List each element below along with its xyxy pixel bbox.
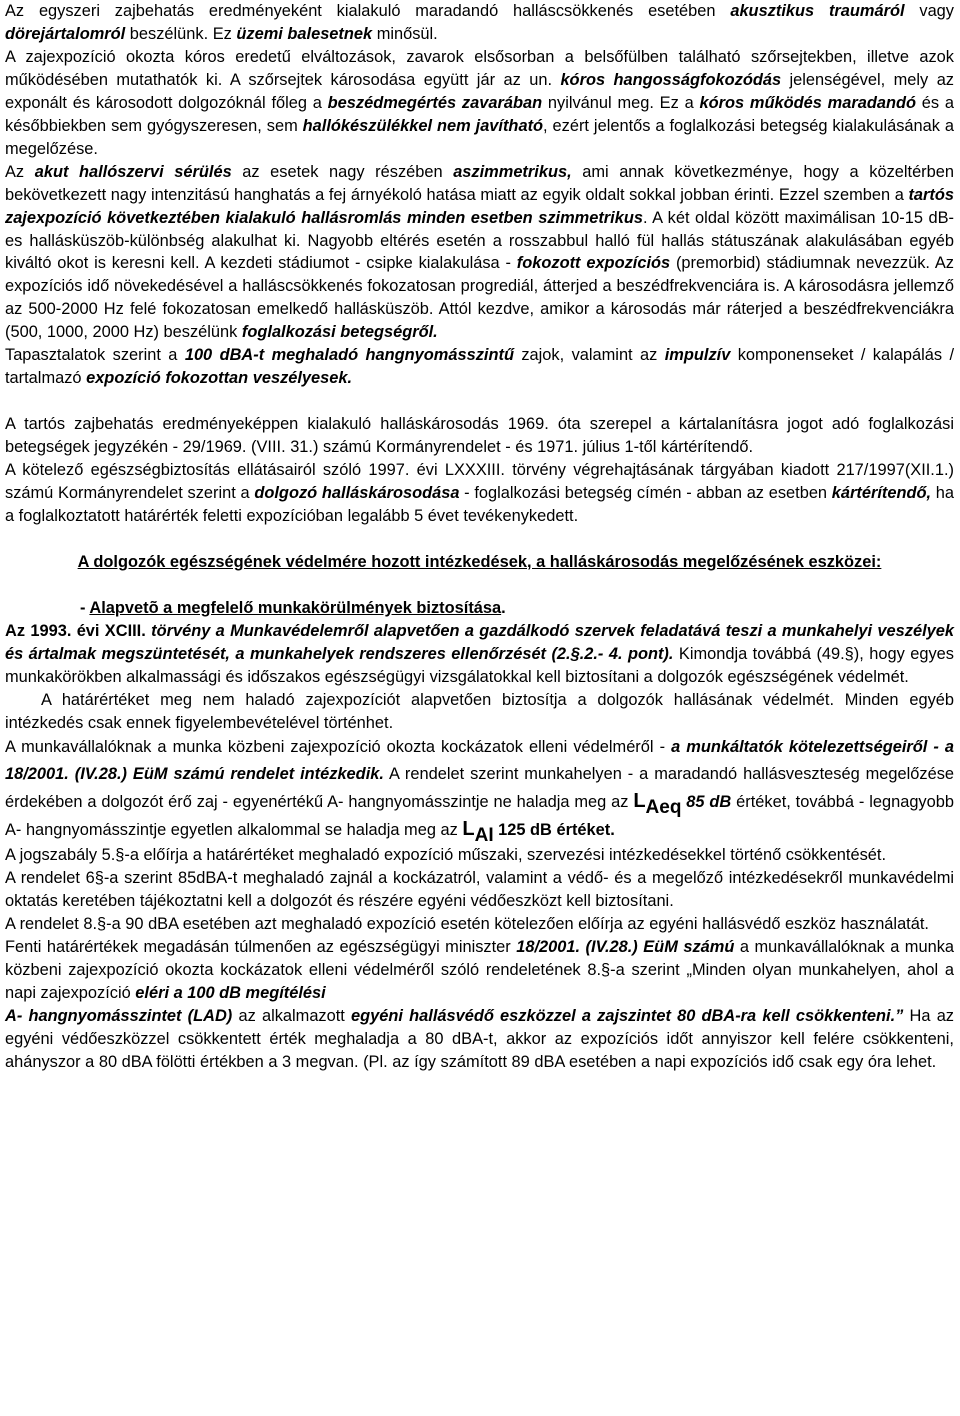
laeq-subscript: Aeq: [645, 797, 682, 819]
text-run: akut hallószervi sérülés: [34, 162, 232, 181]
text-run: az esetek nagy részében: [231, 162, 454, 181]
text-run: beszélünk. Ez: [125, 24, 237, 43]
text-run: beszédmegértés zavarában: [327, 93, 543, 112]
lai-symbol: L: [462, 818, 475, 841]
text-run: A rendelet 8.§-a 90 dBA esetében azt meghaladó expozíció esetén kötelezően előírja az egyéni hallásvédő eszköz használatát.: [5, 915, 929, 934]
paragraph-government-decree: [5, 459, 954, 528]
text-run: A rendelet szerint munkahelyen - a maradandó hallásveszteség megelőzése érdekében a dolgozót érő zaj - egyenértékű A- hangnyomásszintje ne haladja meg az: [5, 765, 955, 812]
text-run: Az 1993. évi XCIII.: [5, 621, 152, 640]
text-run: kóros működés maradandó: [699, 93, 916, 112]
text-run: kóros hangosságfokozódás: [560, 70, 782, 89]
text-run: . A két oldal között maximálisan 10-15 dB-es hallásküszöb-különbség alakulhat ki. Nagyobb eltérés esetén a rosszabbul halló fül hallás státuszának alakulásában egyéb kiváltó okot is keresni kell. A kezdeti stádiumot - csipke kialakulása -: [5, 208, 954, 273]
text-run: 100 dBA-t meghaladó hangnyomásszintű: [184, 346, 514, 365]
paragraph-section-6: [5, 867, 954, 913]
text-run: ami annak következménye, hogy a közeltérben bekövetkezett nagy intenzitású hanghatás a fej árnyékoló hatása miatt az egyik oldalt sokkal jobban érinti. Ezzel szemben a: [5, 162, 954, 204]
text-run: A határértéket meg nem haladó zajexpozíciót alapvetően biztosítja a dolgozók hallásának védelmét. Minden egyéb intézkedés csak ennek figyelembevételével történhet.: [5, 690, 954, 732]
text-run: komponenseket / kalapálás / tartalmazó: [5, 346, 954, 388]
text-run: 18/2001. (IV.28.) EüM számú: [516, 938, 735, 957]
paragraph-asymmetric-injury: [5, 161, 954, 345]
text-run: a munkáltatók kötelezettségeiről - a 18/2001. (IV.28.) EüM számú rendelet intézkedik.: [5, 738, 954, 784]
paragraph-1993-law: [5, 620, 954, 689]
text-run: A kötelező egészségbiztosítás ellátásairól szóló 1997. évi LXXXIII. törvény végrehajtásának tárgyában kiadott 217/1997(XII.1.) számú Kormányrendelet szerint a: [5, 461, 954, 502]
lai-value: 125 dB értéket.: [493, 821, 615, 840]
text-run: tartós zajexpozíció következtében kialakuló hallásromlás minden esetben szimmetrikus: [5, 185, 954, 227]
text-run: dörejártalomról: [5, 24, 126, 43]
section-heading: A dolgozók egészségének védelmére hozott intézkedések, a halláskárosodás megelőzésének eszközei:: [77, 552, 882, 571]
paragraph-limit-values-beyond: [5, 936, 954, 1005]
text-run: A jogszabály 5.§-a előírja a határértéket meghaladó expozíció műszaki, szervezési intézkedésekkel történő csökkentését.: [5, 846, 887, 865]
text-run: kártérítendő,: [831, 484, 932, 502]
text-run: nyilvánul meg. Ez a: [542, 93, 700, 112]
text-run: A zajexpozíció okozta kóros eredetű elváltozások, zavarok elsősorban a belsőfülben található szőrsejtekben, illetve azok működésében mutathatók ki. A szőrsejtek károsodása együtt jár az un.: [5, 47, 954, 89]
subheading-dot: .: [501, 598, 506, 617]
text-run: zajok, valamint az: [513, 346, 665, 365]
text-run: impulzív: [664, 346, 731, 365]
text-run: A munkavállalóknak a munka közbeni zajexpozíció okozta kockázatok elleni védelméről -: [5, 738, 672, 757]
text-run: (premorbid) stádiumnak nevezzük. Az expozíciós idő növekedésével a halláscsökkenés fokozatosan progrediál, átterjed a beszédfrekvenciára is. A károsodásra jellemző az 500-2000 Hz felé fokozatosan emelkedő hallásküszöb. Attól kezdve, amikor a károsodás már ráterjed a beszédfrekvenciákra (500, 1000, 2000 Hz) beszélünk: [5, 254, 954, 342]
spacer: [5, 528, 954, 551]
text-run: Ha az egyéni védőeszközzel csökkentett érték meghaladja a 80 dBA-t, akkor az expozíciós időt annyiszor kell felére csökkenteni, ahányszor a 80 dBA fölötti értékben a 3 megvan. (Pl. az így számított 89 dBA esetében a napi expozíciós idő csak egy óra lehet.: [5, 1007, 955, 1072]
text-run: üzemi balesetnek: [236, 24, 373, 43]
laeq-symbol: L: [633, 790, 646, 813]
text-run: foglalkozási betegségről.: [241, 323, 438, 342]
text-run: eléri a 100 dB megítélési: [135, 984, 326, 1003]
paragraph-compensation-1969: [5, 413, 954, 459]
subheading-dash: -: [80, 598, 90, 617]
text-run: fokozott expozíciós: [516, 254, 671, 273]
subheading-label: Alapvetõ a megfelelő munkakörülmények biztosítása: [89, 598, 502, 617]
text-run: az alkalmazott: [232, 1007, 352, 1026]
text-run: , ezért jelentős a foglalkozási betegség kialakulásának a megelőzése.: [5, 116, 954, 158]
paragraph-eum-decree: [5, 734, 955, 847]
text-run: A- hangnyomásszintet (LAD): [5, 1007, 233, 1026]
laeq-value: 85 dB: [681, 793, 732, 812]
text-run: egyéni hallásvédő eszközzel a zajszintet 80 dBA-ra kell csökkenteni.”: [351, 1007, 904, 1026]
text-run: ha a foglalkoztatott határérték feletti expozícióban legalább 5 évet tevékenykedett.: [5, 484, 954, 525]
paragraph-acoustic-trauma: [5, 0, 954, 46]
spacer: [5, 390, 954, 413]
text-run: vagy: [904, 2, 954, 20]
paragraph-lad-hearing-protection: [5, 1005, 954, 1074]
text-run: A rendelet 6§-a szerint 85dBA-t meghaladó zajnál a kockázatról, valamint a védő- és a megelőző intézkedésekről munkavédelmi oktatás keretében tájékoztatni kell a dolgozót és részére egyéni védőeszközt kell biztosítani.: [5, 869, 954, 911]
text-run: aszimmetrikus,: [453, 162, 572, 181]
paragraph-impulsive-noise: [5, 344, 954, 390]
text-run: Az egyszeri zajbehatás eredményeként kialakuló maradandó halláscsökkenés esetében: [5, 2, 731, 20]
text-run: és a későbbiekben sem gyógyszeresen, sem: [5, 93, 954, 135]
paragraph-section-5: [5, 844, 954, 867]
limit-line-middle: értéket, továbbá - legnagyobb A- hangnyomásszintje egyetlen alkalommal se haladja meg az: [5, 793, 954, 840]
text-run: Az: [5, 162, 35, 181]
paragraph-limit-value: [5, 689, 954, 735]
text-run: Fenti határértékek megadásán túlmenően az egészségügyi miniszter: [5, 938, 517, 957]
text-run: akusztikus traumáról: [730, 2, 905, 20]
text-run: expozíció fokozottan veszélyesek.: [86, 369, 353, 388]
text-run: Tapasztalatok szerint a: [5, 346, 185, 365]
text-run: törvény a Munkavédelemről alapvetően a gazdálkodó szervek feladatává teszi a munkahelyi veszélyek és ártalmak megszüntetését, a munkahelyek rendszeres ellenőrzését (2.§.2.- 4. pont).: [5, 621, 954, 663]
text-run: a munkavállalóknak a munka közbeni zajexpozíció okozta kockázatok elleni védelméről szóló rendeletének 8.§-a szerint „Minden olyan munkahelyen, ahol a napi zajexpozíció: [5, 938, 955, 1003]
paragraph-section-8: [5, 913, 954, 936]
lai-subscript: AI: [474, 825, 494, 847]
text-run: dolgozó halláskárosodása: [254, 484, 460, 502]
subheading-working-conditions: [5, 597, 954, 620]
text-run: Kimondja továbbá (49.§), hogy egyes munkakörökben alkalmassági és időszakos egészségügyi vizsgálatokkal kell biztosítani a dolgozók egészségének védelmét.: [5, 644, 954, 686]
text-run: jelenségével, mely az exponált és károsodott dolgozóknál főleg a: [5, 70, 955, 112]
paragraph-hair-cells: [5, 46, 954, 161]
text-run: A tartós zajbehatás eredményeképpen kialakuló halláskárosodás 1969. óta szerepel a kártalanításra jogot adó foglalkozási betegségek jegyzékén - 29/1969. (VIII. 31.) számú Kormányrendelet - és 1971. július 1-től kártérítendő.: [5, 415, 954, 457]
text-run: hallókészülékkel nem javítható: [302, 116, 544, 135]
text-run: minősül.: [372, 24, 438, 43]
spacer: [5, 574, 954, 597]
text-run: - foglalkozási betegség címén - abban az esetben: [459, 484, 832, 502]
